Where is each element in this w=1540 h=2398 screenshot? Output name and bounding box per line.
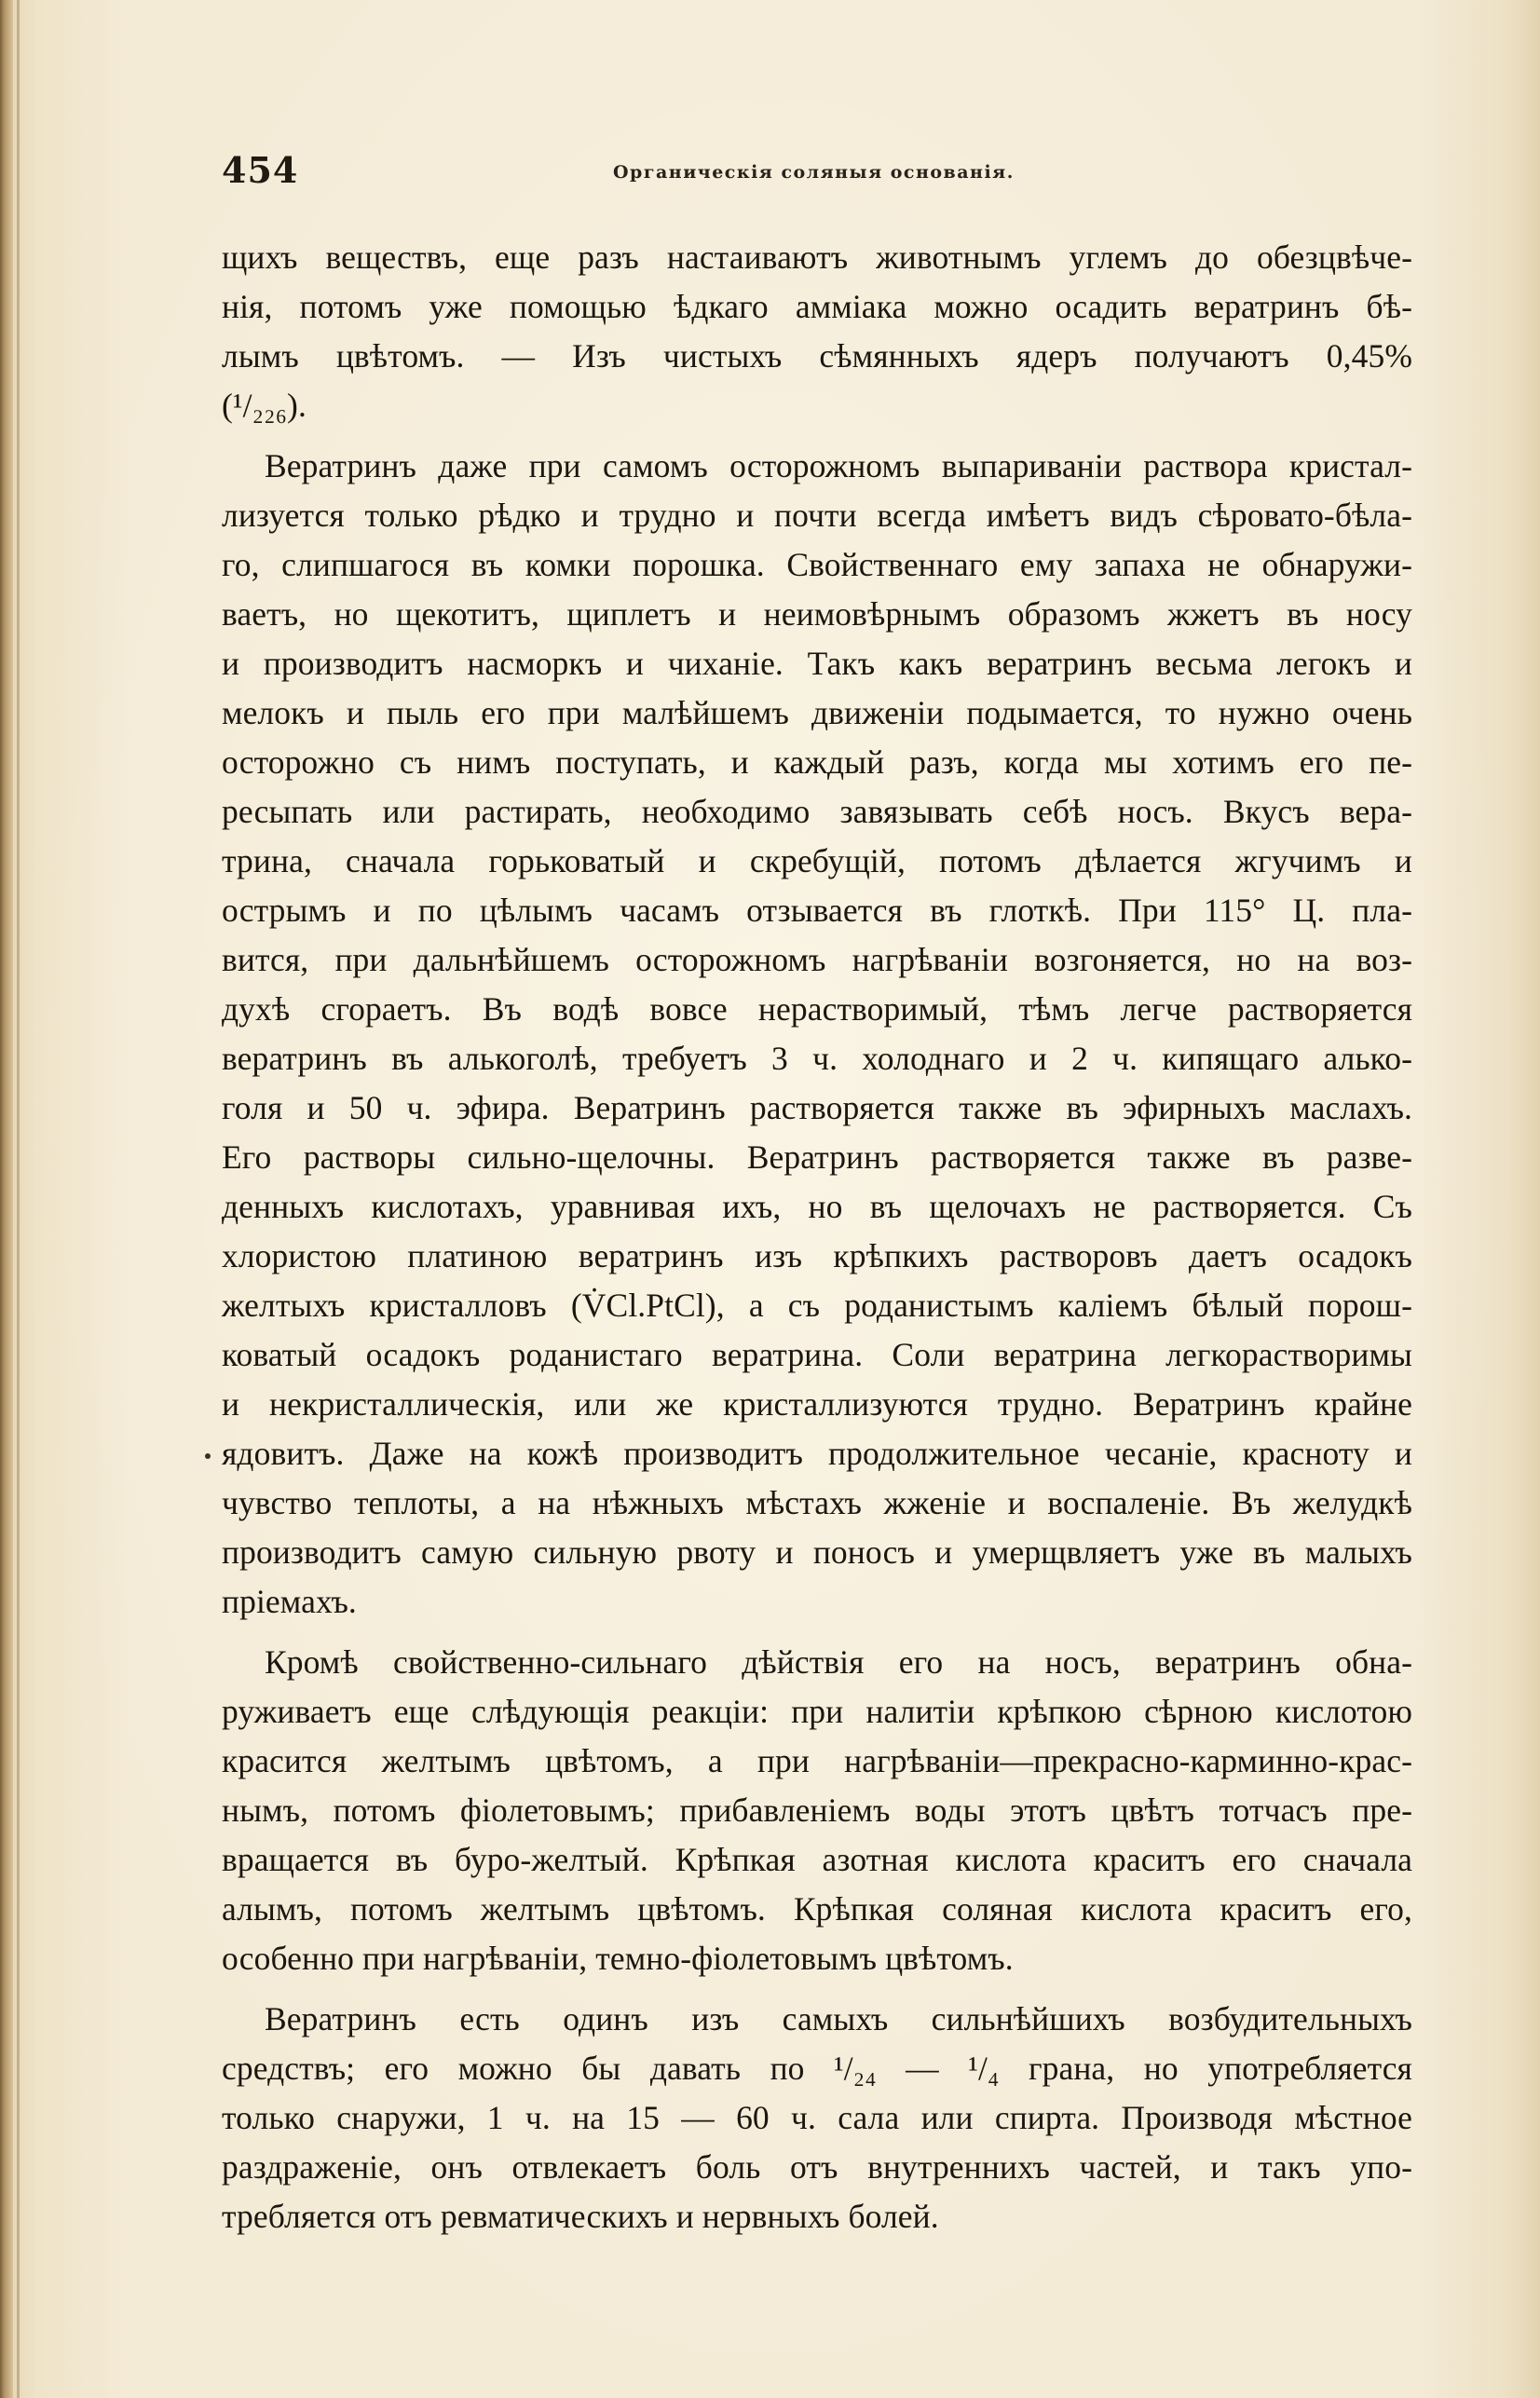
page-body <box>222 233 1412 2241</box>
page-binding-shadow <box>17 0 20 2398</box>
text-line: Вератринъ даже при самомъ осторожномъ выпариваніи раствора кристал- <box>265 447 1412 484</box>
text-line: Вератринъ есть одинъ изъ самыхъ сильнѣйшихъ возбудительныхъ <box>265 2000 1412 2037</box>
paragraph <box>222 1995 1412 2241</box>
text-line: требляется отъ ревматическихъ и нервныхъ болей. <box>222 2198 939 2235</box>
text-line: только снаружи, 1 ч. на 15 — 60 ч. сала или спирта. Производя мѣстное <box>222 2099 1412 2136</box>
text-line: осторожно съ нимъ поступать, и каждый разъ, когда мы хотимъ его пе- <box>222 743 1412 781</box>
text-line: особенно при нагрѣваніи, темно-фіолетовымъ цвѣтомъ. <box>222 1940 1014 1977</box>
text-line: трина, сначала горьковатый и скребущій, потомъ дѣлается жгучимъ и <box>222 842 1412 879</box>
text-line: производитъ самую сильную рвоту и поносъ и умерщвляетъ уже въ малыхъ <box>222 1533 1412 1571</box>
text-line: Его растворы сильно-щелочны. Вератринъ растворяется также въ разве- <box>222 1138 1412 1176</box>
text-line: ядовитъ. Даже на кожѣ производитъ продолжительное чесаніе, красноту и <box>222 1435 1412 1472</box>
text-line: вращается въ буро-желтый. Крѣпкая азотная кислота краситъ его сначала <box>222 1841 1412 1878</box>
paragraph <box>222 233 1412 430</box>
text-line: хлористою платиною вератринъ изъ крѣпкихъ растворовъ даетъ осадокъ <box>222 1237 1412 1274</box>
text-line: ресыпать или растирать, необходимо завязывать себѣ носъ. Вкусъ вера- <box>222 793 1412 830</box>
text-line: красится желтымъ цвѣтомъ, а при нагрѣваніи—прекрасно-карминно-крас- <box>222 1742 1412 1779</box>
text-line: (¹/₂₂₆). <box>222 387 307 424</box>
text-line: Кромѣ свойственно-сильнаго дѣйствія его на носъ, вератринъ обна- <box>265 1643 1412 1681</box>
text-line: пріемахъ. <box>222 1583 357 1620</box>
text-line: ваетъ, но щекотитъ, щиплетъ и неимовѣрнымъ образомъ жжетъ въ носу <box>222 595 1412 633</box>
page-spine-edge <box>0 0 13 2398</box>
text-line: го, слипшагося въ комки порошка. Свойственнаго ему запаха не обнаружи- <box>222 546 1412 583</box>
text-line: духѣ сгораетъ. Въ водѣ вовсе нерастворимый, тѣмъ легче растворяется <box>222 990 1412 1028</box>
text-line: денныхъ кислотахъ, уравнивая ихъ, но въ щелочахъ не растворяется. Съ <box>222 1188 1412 1225</box>
text-line: голя и 50 ч. эфира. Вератринъ растворяется также въ эфирныхъ маслахъ. <box>222 1089 1412 1126</box>
text-line: руживаетъ еще слѣдующія реакціи: при налитіи крѣпкою сѣрною кислотою <box>222 1693 1412 1730</box>
paragraph <box>222 1638 1412 1983</box>
page-header <box>222 149 1412 205</box>
text-line: алымъ, потомъ желтымъ цвѣтомъ. Крѣпкая соляная кислота краситъ его, <box>222 1890 1412 1928</box>
text-line: средствъ; его можно бы давать по ¹/₂₄ — ¹/₄ грана, но употребляется <box>222 2050 1412 2087</box>
running-title: Органическія соляныя основанія. <box>613 162 1015 183</box>
text-line: вератринъ въ алькоголѣ, требуетъ 3 ч. холоднаго и 2 ч. кипящаго алько- <box>222 1040 1412 1077</box>
text-line: и производитъ насморкъ и чиханіе. Такъ какъ вератринъ весьма легокъ и <box>222 645 1412 682</box>
text-line: лымъ цвѣтомъ. — Изъ чистыхъ сѣмянныхъ ядеръ получаютъ 0,45% <box>222 337 1412 375</box>
text-line: лизуется только рѣдко и трудно и почти всегда имѣетъ видъ сѣровато-бѣла- <box>222 497 1412 534</box>
text-line: раздраженіе, онъ отвлекаетъ боль отъ внутреннихъ частей, и такъ упо- <box>222 2148 1412 2186</box>
text-line: мелокъ и пыль его при малѣйшемъ движеніи подымается, то нужно очень <box>222 694 1412 731</box>
text-line: острымъ и по цѣлымъ часамъ отзывается въ глоткѣ. При 115° Ц. пла- <box>222 892 1412 929</box>
text-line: желтыхъ кристалловъ (V̇Cl.PtCl), а съ роданистымъ каліемъ бѣлый порош- <box>222 1287 1412 1324</box>
text-line: чувство теплоты, а на нѣжныхъ мѣстахъ жженіе и воспаленіе. Въ желудкѣ <box>222 1484 1412 1521</box>
paragraph <box>222 442 1412 1627</box>
text-line: нымъ, потомъ фіолетовымъ; прибавленіемъ воды этотъ цвѣтъ тотчасъ пре- <box>222 1792 1412 1829</box>
text-line: коватый осадокъ роданистаго вератрина. Соли вератрина легкорастворимы <box>222 1336 1412 1373</box>
page-number: 454 <box>222 149 299 191</box>
margin-mark <box>205 1453 211 1459</box>
text-line: и некристаллическія, или же кристаллизуются трудно. Вератринъ крайне <box>222 1385 1412 1423</box>
text-line: нія, потомъ уже помощью ѣдкаго амміака можно осадить вератринъ бѣ- <box>222 288 1412 325</box>
text-line: вится, при дальнѣйшемъ осторожномъ нагрѣваніи возгоняется, но на воз- <box>222 941 1412 978</box>
text-line: щихъ веществъ, еще разъ настаиваютъ животнымъ углемъ до обезцвѣче- <box>222 238 1412 276</box>
